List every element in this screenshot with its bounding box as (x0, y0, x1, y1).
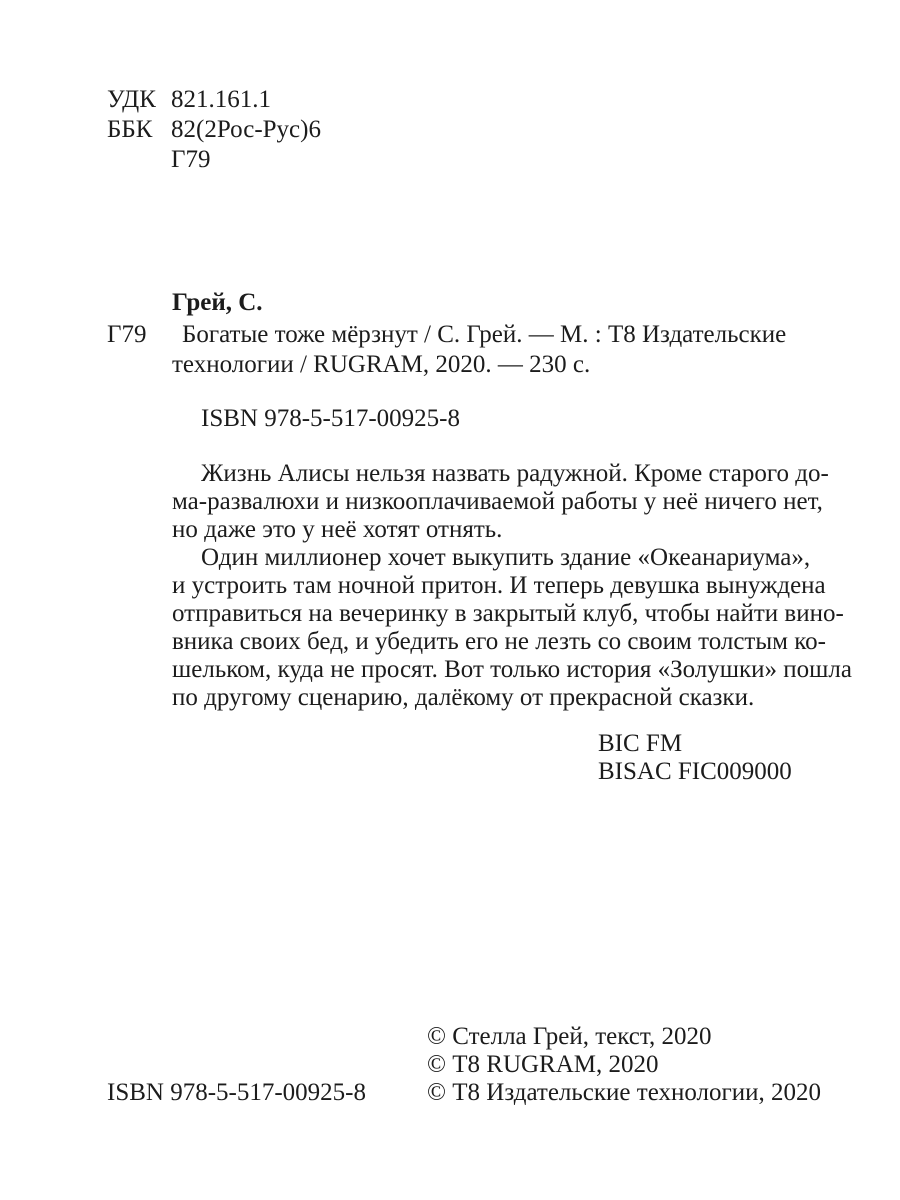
annotation-line: Один миллионер хочет выкупить здание «Океанариума», (201, 544, 811, 571)
title-line-2: технологии / RUGRAM, 2020. — 230 с. (172, 351, 591, 378)
record-mark: Г79 (107, 321, 147, 348)
annotation-line: и устроить там ночной притон. И теперь девушка вынуждена (172, 572, 826, 599)
bbk-label: ББК (107, 116, 153, 143)
copyright-line: © Стелла Грей, текст, 2020 (427, 1023, 712, 1050)
annotation-line: но даже это у неё хотят отнять. (172, 516, 503, 543)
bbk-value: 82(2Рос-Рус)6 (171, 116, 321, 143)
udk-label: УДК (107, 86, 156, 113)
footer-isbn: ISBN 978-5-517-00925-8 (107, 1079, 367, 1106)
copyright-line: © Т8 Издательские технологии, 2020 (427, 1079, 822, 1106)
annotation-line: вника своих бед, и убедить его не лезть со своим толстым ко- (172, 628, 826, 655)
bic-code: BIC FM (598, 730, 683, 757)
annotation-line: Жизнь Алисы нельзя назвать радужной. Кроме старого до- (201, 460, 829, 487)
annotation-line: отправиться на вечеринку в закрытый клуб, чтобы найти вино- (172, 600, 844, 627)
author-mark: Г79 (171, 146, 211, 173)
bisac-code: BISAC FIC009000 (598, 758, 792, 785)
annotation-line: по другому сценарию, далёкому от прекрасной сказки. (172, 684, 755, 711)
annotation-line: ма-развалюхи и низкооплачиваемой работы у неё ничего нет, (172, 488, 823, 515)
annotation-line: шельком, куда не просят. Вот только история «Золушки» пошла (172, 656, 852, 683)
copyright-line: © Т8 RUGRAM, 2020 (427, 1051, 659, 1078)
author-heading: Грей, С. (172, 289, 263, 316)
title-line-1: Богатые тоже мёрзнут / С. Грей. — М. : Т8 Издательские (182, 321, 787, 348)
udk-value: 821.161.1 (171, 86, 271, 113)
record-isbn: ISBN 978-5-517-00925-8 (201, 405, 461, 432)
